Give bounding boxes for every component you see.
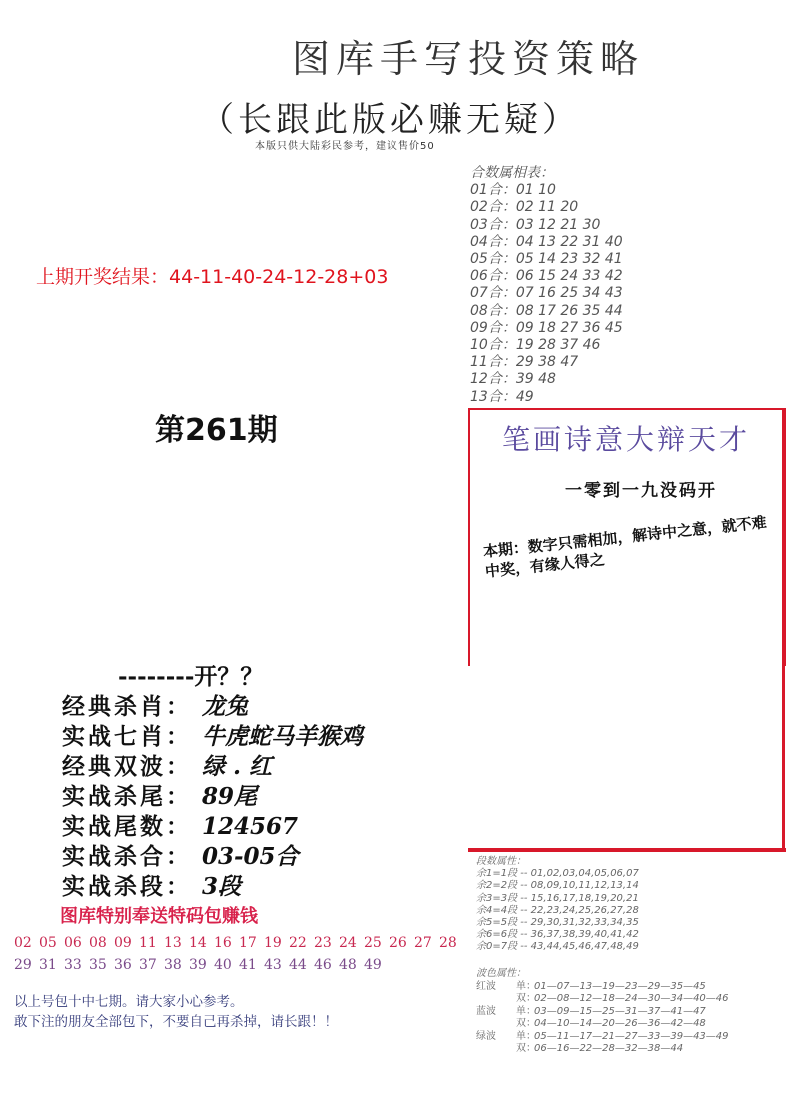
duan-table-title: 段数属性： xyxy=(476,856,526,867)
he-label: 07合： xyxy=(470,285,516,302)
special-number: 19 xyxy=(264,935,282,951)
he-label: 08合： xyxy=(470,302,516,319)
duan-row: 余6=6段 -- 36,37,38,39,40,41,42 xyxy=(476,929,639,941)
special-number: 37 xyxy=(139,957,157,973)
bose-type: 双： xyxy=(516,993,536,1004)
prediction-row xyxy=(62,722,363,752)
he-label: 06合： xyxy=(470,268,516,285)
he-nums: 08 17 26 35 44 xyxy=(515,302,623,319)
prediction-row xyxy=(62,842,363,872)
special-number: 09 xyxy=(114,935,132,951)
poem-line-2: 本期：数字只需相加，解诗中之意，就不难中奖，有缘人得之 xyxy=(482,513,768,581)
box-border-right xyxy=(782,408,785,852)
special-number: 48 xyxy=(339,957,357,973)
bose-type: 双： xyxy=(516,1018,536,1029)
bose-table-title: 波色属性： xyxy=(476,968,526,979)
prediction-row xyxy=(62,782,363,812)
bose-group: 蓝波 xyxy=(476,1005,496,1017)
bose-nums: 06—16—22—28—32—38—44 xyxy=(534,1043,684,1054)
box-border-bottom xyxy=(468,848,786,852)
note-line: 敢下注的朋友全部包下，不要自己再杀掉，请长跟！！ xyxy=(14,1014,338,1030)
he-row xyxy=(470,337,623,354)
he-label: 01合： xyxy=(470,182,516,199)
he-nums: 06 15 24 33 42 xyxy=(515,268,623,285)
poem-line-1: 一零到一九没码开 xyxy=(565,481,717,501)
bose-nums: 03—09—15—25—31—37—41—47 xyxy=(534,1005,706,1017)
he-label: 11合： xyxy=(470,354,516,371)
he-label: 05合： xyxy=(470,251,516,268)
he-row xyxy=(470,285,623,302)
special-number: 29 xyxy=(14,957,32,973)
prediction-label: 经典杀肖： xyxy=(62,693,192,720)
he-table-rows xyxy=(470,182,623,406)
special-number: 40 xyxy=(214,957,232,973)
he-row xyxy=(470,354,623,371)
bose-type: 单： xyxy=(516,1030,536,1042)
prediction-label: 实战七肖： xyxy=(62,723,192,750)
bose-row xyxy=(476,1018,729,1031)
special-number: 23 xyxy=(314,935,332,951)
special-number: 39 xyxy=(189,957,207,973)
he-label: 03合： xyxy=(470,216,516,233)
he-nums: 19 28 37 46 xyxy=(515,337,601,354)
special-number: 11 xyxy=(139,935,157,951)
page-title: 图库手写投资策略 xyxy=(292,37,645,81)
he-row xyxy=(470,303,623,320)
duan-row: 余3=3段 -- 15,16,17,18,19,20,21 xyxy=(476,892,639,904)
prediction-value: 3段 xyxy=(202,873,242,900)
bose-row xyxy=(476,981,729,994)
prediction-label: 经典双波： xyxy=(62,753,192,780)
special-number: 31 xyxy=(39,957,57,973)
prediction-value: 牛虎蛇马羊猴鸡 xyxy=(202,723,363,750)
prediction-row xyxy=(62,692,363,722)
special-number: 38 xyxy=(164,957,182,973)
bose-nums: 05—11—17—21—27—33—39—43—49 xyxy=(534,1030,729,1042)
bose-nums: 04—10—14—20—26—36—42—48 xyxy=(534,1018,706,1029)
prediction-label: 实战杀段： xyxy=(62,873,192,900)
prediction-rows xyxy=(62,692,363,902)
duan-row: 余0=7段 -- 43,44,45,46,47,48,49 xyxy=(476,941,639,953)
special-number: 49 xyxy=(364,957,382,973)
he-nums: 05 14 23 32 41 xyxy=(515,251,623,268)
special-number: 05 xyxy=(39,935,57,951)
special-number: 43 xyxy=(264,957,282,973)
he-row xyxy=(470,251,623,268)
last-result-label: 上期开奖结果： xyxy=(36,266,170,288)
bose-nums: 01—07—13—19—23—29—35—45 xyxy=(534,980,706,992)
special-number: 44 xyxy=(289,957,307,973)
special-number: 46 xyxy=(314,957,332,973)
he-row xyxy=(470,268,623,285)
note-line: 以上号包十中七期。请大家小心参考。 xyxy=(14,994,244,1010)
duan-row: 余4=4段 -- 22,23,24,25,26,27,28 xyxy=(476,904,639,916)
he-nums: 07 16 25 34 43 xyxy=(515,285,623,302)
predictions-header: --------开？？ xyxy=(118,663,264,690)
prediction-label: 实战尾数： xyxy=(62,813,192,840)
he-label: 12合： xyxy=(470,371,516,388)
special-numbers-row-2 xyxy=(14,954,464,976)
he-nums: 02 11 20 xyxy=(515,199,579,216)
he-label: 09合： xyxy=(470,319,516,336)
last-result xyxy=(36,262,388,289)
he-label: 10合： xyxy=(470,337,516,354)
prediction-label: 实战杀尾： xyxy=(62,783,192,810)
he-nums: 04 13 22 31 40 xyxy=(515,233,623,250)
prediction-row xyxy=(62,752,363,782)
prediction-row xyxy=(62,812,363,842)
special-number: 02 xyxy=(14,935,32,951)
page-subtitle: （长跟此版必赚无疑） xyxy=(200,100,580,140)
duan-row: 余2=2段 -- 08,09,10,11,12,13,14 xyxy=(476,880,639,892)
special-number: 26 xyxy=(389,935,407,951)
bose-type: 单： xyxy=(516,1005,536,1017)
bose-row xyxy=(476,1043,729,1056)
predictions xyxy=(62,662,363,902)
prediction-value: 绿 . 红 xyxy=(202,753,273,780)
poem-box xyxy=(468,408,786,666)
bose-nums: 02—08—12—18—24—30—34—40—46 xyxy=(534,993,729,1004)
special-number: 06 xyxy=(64,935,82,951)
duan-row: 余5=5段 -- 29,30,31,32,33,34,35 xyxy=(476,917,639,929)
issue-number: 第261期 xyxy=(155,413,278,448)
special-number: 13 xyxy=(164,935,182,951)
special-number: 41 xyxy=(239,957,257,973)
prediction-value: 89尾 xyxy=(202,783,258,810)
bose-group: 红波 xyxy=(476,980,496,992)
bose-row xyxy=(476,993,729,1006)
he-nums: 49 xyxy=(515,388,534,405)
special-number: 35 xyxy=(89,957,107,973)
prediction-label: 实战杀合： xyxy=(62,843,192,870)
he-table-title: 合数属相表： xyxy=(470,165,554,181)
special-number: 24 xyxy=(339,935,357,951)
he-nums: 03 12 21 30 xyxy=(515,216,601,233)
special-number: 16 xyxy=(214,935,232,951)
duan-table-rows xyxy=(476,868,639,953)
prediction-value: 124567 xyxy=(202,813,299,840)
he-row xyxy=(470,234,623,251)
special-number: 22 xyxy=(289,935,307,951)
bose-row xyxy=(476,1006,729,1019)
prediction-value: 03-05合 xyxy=(202,843,299,870)
he-label: 02合： xyxy=(470,199,516,216)
he-row xyxy=(470,389,623,406)
prediction-value: 龙兔 xyxy=(202,693,248,720)
prediction-row xyxy=(62,872,363,902)
special-number: 28 xyxy=(439,935,457,951)
special-number: 17 xyxy=(239,935,257,951)
special-number: 25 xyxy=(364,935,382,951)
bose-table xyxy=(476,968,729,1056)
he-nums: 29 38 47 xyxy=(515,354,579,371)
bose-type: 双： xyxy=(516,1043,536,1054)
he-nums: 09 18 27 36 45 xyxy=(515,319,623,336)
duan-row: 余1=1段 -- 01,02,03,04,05,06,07 xyxy=(476,868,639,880)
last-result-value: 44-11-40-24-12-28+03 xyxy=(169,266,389,288)
he-nums: 01 10 xyxy=(515,182,556,199)
he-row xyxy=(470,182,623,199)
bose-row xyxy=(476,1031,729,1044)
special-number: 36 xyxy=(114,957,132,973)
special-number: 14 xyxy=(189,935,207,951)
poem-title: 笔画诗意大辩天才 xyxy=(502,423,751,456)
special-number: 33 xyxy=(64,957,82,973)
special-numbers xyxy=(14,932,464,976)
duan-table xyxy=(476,856,639,954)
bose-group: 绿波 xyxy=(476,1030,496,1042)
he-nums: 39 48 xyxy=(515,371,556,388)
he-table xyxy=(470,165,623,406)
price-note: 本版只供大陆彩民参考，建议售价50 xyxy=(255,141,435,152)
special-numbers-row-1 xyxy=(14,932,464,954)
he-row xyxy=(470,217,623,234)
special-number: 08 xyxy=(89,935,107,951)
bose-table-rows xyxy=(476,981,729,1056)
special-notes xyxy=(14,992,338,1032)
special-number: 27 xyxy=(414,935,432,951)
he-label: 04合： xyxy=(470,233,516,250)
he-label: 13合： xyxy=(470,388,516,405)
he-row xyxy=(470,371,623,388)
bose-type: 单： xyxy=(516,980,536,992)
he-row xyxy=(470,199,623,216)
he-row xyxy=(470,320,623,337)
special-title: 图库特别奉送特码包赚钱 xyxy=(60,906,258,927)
